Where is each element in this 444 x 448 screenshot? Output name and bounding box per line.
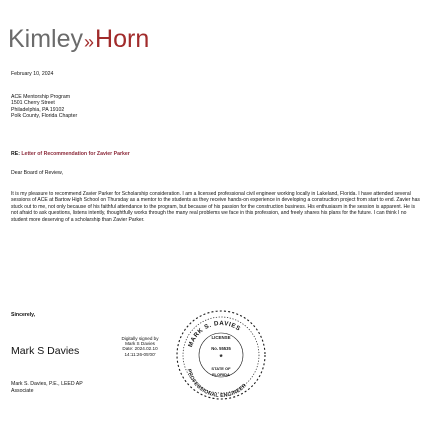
digital-signature-line: Digitally signed by bbox=[121, 336, 159, 341]
digital-signature-line: 14:11:26-05'00' bbox=[124, 351, 156, 357]
logo-word-horn: Horn bbox=[95, 25, 150, 53]
seal-bottom-text: PROFESSIONAL ENGINEER bbox=[185, 368, 248, 400]
seal-number: No. 55535 bbox=[211, 346, 231, 351]
signer-title bbox=[11, 381, 83, 394]
letter-body: It is my pleasure to recommend Zavier Parker for Scholarship consideration. I am a licensed professional civil engineer working locally in Lakeland, Florida. I have attended several sessions of ACE at Bartow High School on Thursday as a mentor to the students as they receive hands-on experience in developing a construction project from start to end. Zavier has stuck out to me, not only because of his faithful attendance to the program, but because of his passion for the construction business. His enthusiasm in the session is apparent. He is not afraid to ask questions, listens intently, thoughtfully works through the many real problems we face in this profession, and freely shares his plans for the future. I can think I no student more deserving of a scholarship than Zavier Parker. bbox=[11, 191, 420, 223]
signature-name: Mark S Davies bbox=[11, 345, 80, 357]
re-label: RE: bbox=[11, 151, 20, 157]
salutation: Dear Board of Review, bbox=[11, 170, 63, 176]
address-line: Philadelphia, PA 19102 bbox=[11, 106, 65, 113]
logo-arrows: » bbox=[84, 32, 95, 53]
company-logo bbox=[8, 25, 178, 53]
address-line: Polk County, Florida Chapter bbox=[11, 113, 78, 120]
seal-license-text: LICENSE bbox=[211, 335, 231, 340]
seal-state-of: STATE OF bbox=[211, 366, 231, 371]
subject-line bbox=[11, 151, 130, 158]
closing: Sincerely, bbox=[11, 312, 36, 318]
digital-signature-line: Date: 2024.02.10 bbox=[122, 346, 158, 352]
seal-top-text: MARK S. DAVIES bbox=[187, 319, 242, 349]
engineer-seal bbox=[169, 305, 274, 403]
address-line: 1501 Cherry Street bbox=[11, 100, 55, 107]
recipient-address bbox=[11, 94, 77, 120]
digital-signature-line: Mark S Davies bbox=[125, 341, 155, 347]
logo-word-kimley: Kimley bbox=[8, 25, 84, 53]
signer-credentials: Mark S. Davies, P.E., LEED AP bbox=[11, 381, 83, 387]
signer-position: Associate bbox=[11, 387, 34, 394]
letter-date: February 10, 2024 bbox=[11, 71, 54, 77]
address-line: ACE Mentorship Program bbox=[11, 94, 71, 100]
seal-star: * bbox=[219, 353, 223, 362]
re-subject: Letter of Recommendation for Zavier Parker bbox=[21, 151, 130, 157]
seal-florida: FLORIDA bbox=[212, 372, 230, 377]
